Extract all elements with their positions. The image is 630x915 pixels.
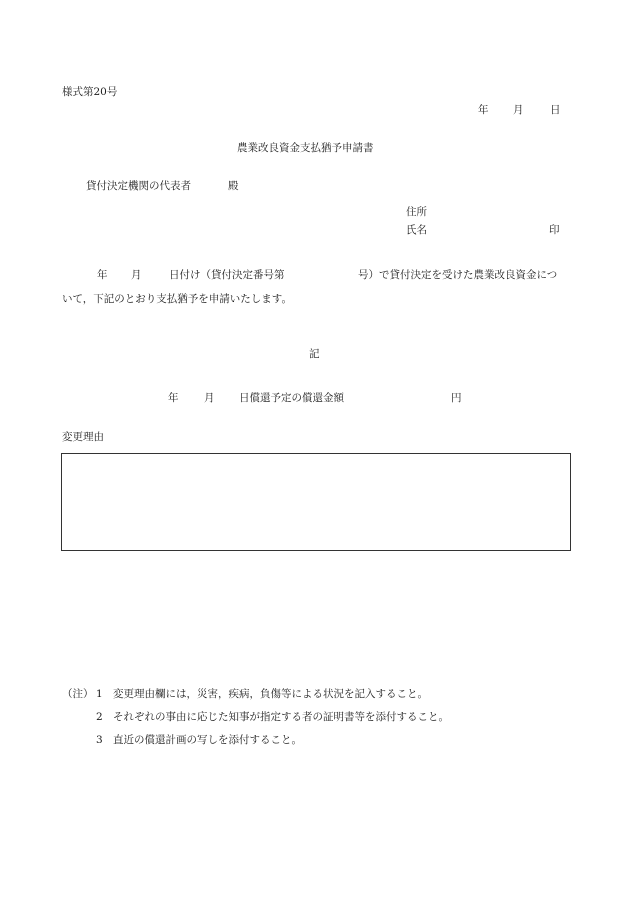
reason-box[interactable] <box>61 453 571 551</box>
reason-label: 変更理由 <box>62 431 104 443</box>
note-number: 1 <box>96 688 103 700</box>
date-day-label: 日 <box>550 104 561 116</box>
body-line1-tail: 号）で貸付決定を受けた農業改良資金につ <box>358 269 558 281</box>
addressee: 貸付決定機関の代表者 <box>86 180 191 192</box>
notes-label: （注） <box>62 688 94 700</box>
seal-label: 印 <box>549 224 560 236</box>
note-number: 2 <box>96 711 103 723</box>
body-month-label: 月 <box>131 269 142 281</box>
body-year-label: 年 <box>97 269 108 281</box>
applicant-address-label: 住所 <box>406 206 427 218</box>
note-text: 変更理由欄には，災害，疾病，負傷等による状況を記入すること。 <box>113 688 428 700</box>
date-year-label: 年 <box>478 104 489 116</box>
document-title: 農業改良資金支払猶予申請書 <box>237 142 374 154</box>
note-text: それぞれの事由に応じた知事が指定する者の証明書等を添付すること。 <box>113 711 449 723</box>
repayment-month-label: 月 <box>204 392 215 404</box>
body-line2: いて，下記のとおり支払猶予を申請いたします。 <box>62 293 292 305</box>
repayment-year-label: 年 <box>168 392 179 404</box>
date-month-label: 月 <box>513 104 524 116</box>
form-number: 様式第20号 <box>62 86 118 98</box>
body-date-text: 日付け（貸付決定番号第 <box>169 269 285 281</box>
repayment-currency: 円 <box>451 392 462 404</box>
repayment-amount-label: 日償還予定の償還金額 <box>239 392 344 404</box>
note-text: 直近の償還計画の写しを添付すること。 <box>113 734 302 746</box>
note-number: 3 <box>96 734 103 746</box>
applicant-name-label: 氏名 <box>406 224 427 236</box>
addressee-honorific: 殿 <box>228 180 239 192</box>
ki-heading: 記 <box>309 348 320 360</box>
